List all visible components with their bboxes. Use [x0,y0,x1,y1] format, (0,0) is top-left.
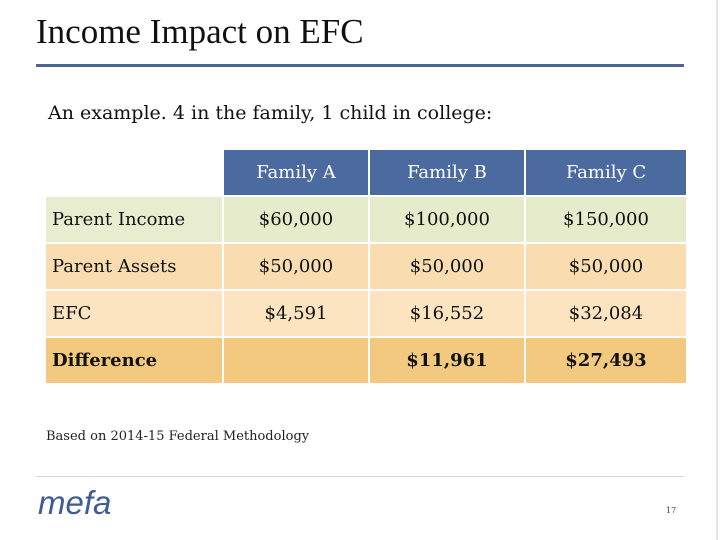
cell-assets-family-a: $50,000 [223,243,369,290]
row-label-efc: EFC [45,290,223,337]
column-header-family-a: Family A [223,149,369,196]
footnote: Based on 2014-15 Federal Methodology [46,429,310,444]
column-header-family-c: Family C [525,149,687,196]
mefa-logo: mefa [38,484,112,521]
cell-difference-family-b: $11,961 [369,337,525,384]
slide-subtitle: An example. 4 in the family, 1 child in college: [48,102,493,124]
table-row-efc [45,290,687,337]
cell-assets-family-c: $50,000 [525,243,687,290]
slide-edge-divider [716,0,718,540]
cell-difference-family-c: $27,493 [525,337,687,384]
footer-divider [36,476,684,477]
cell-assets-family-b: $50,000 [369,243,525,290]
table-row-parent-income [45,196,687,243]
table-header-row [45,149,687,196]
header-corner-cell [45,149,223,196]
title-divider [36,64,684,67]
slide-title: Income Impact on EFC [36,12,364,51]
cell-efc-family-a: $4,591 [223,290,369,337]
cell-income-family-b: $100,000 [369,196,525,243]
column-header-family-b: Family B [369,149,525,196]
table-row-difference [45,337,687,384]
row-label-parent-income: Parent Income [45,196,223,243]
cell-income-family-c: $150,000 [525,196,687,243]
cell-difference-family-a [223,337,369,384]
page-number: 17 [666,506,677,515]
cell-efc-family-b: $16,552 [369,290,525,337]
row-label-parent-assets: Parent Assets [45,243,223,290]
cell-efc-family-c: $32,084 [525,290,687,337]
table-row-parent-assets [45,243,687,290]
cell-income-family-a: $60,000 [223,196,369,243]
row-label-difference: Difference [45,337,223,384]
efc-comparison-table [44,148,688,385]
